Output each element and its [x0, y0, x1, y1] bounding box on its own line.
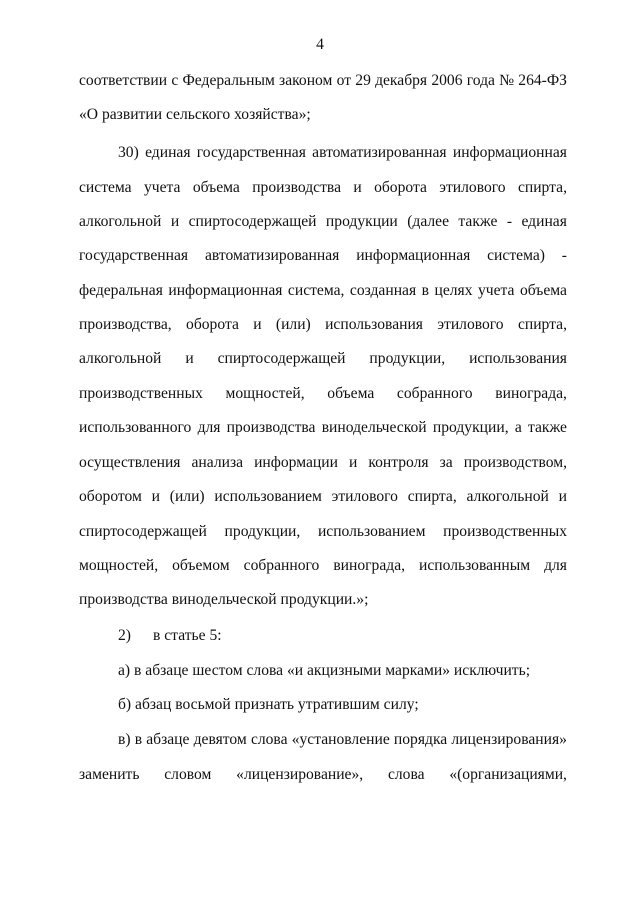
word: продукции [325, 213, 398, 230]
word: использования [325, 316, 423, 333]
word: абзаце [146, 731, 190, 748]
text-line [79, 211, 567, 233]
text-line [79, 486, 567, 508]
word: система) [487, 247, 545, 264]
word: «лицензирование», [236, 766, 364, 783]
word: и [151, 488, 161, 505]
word: «(организациями, [449, 766, 567, 783]
word: спиртосодержащей [79, 523, 207, 540]
text-line [79, 177, 567, 199]
word: порядка [393, 731, 448, 748]
word: информационная [168, 282, 283, 299]
paragraph-30-first-line [118, 142, 567, 164]
text-line: производства винодельческой продукции.»; [79, 591, 369, 608]
text-line [79, 764, 567, 786]
text-line [79, 245, 567, 267]
word: алкогольной [466, 488, 549, 505]
word: винограда, [333, 557, 406, 574]
word: оборотом [79, 488, 142, 505]
page-number: 4 [316, 36, 324, 53]
word: также [527, 419, 567, 436]
word: 30) [118, 144, 139, 161]
word: девятом [193, 731, 247, 748]
word: производства [252, 179, 341, 196]
subitem-c-first-line [118, 729, 567, 751]
word: единая [521, 213, 567, 230]
word: федеральная [79, 282, 163, 299]
item-number: 2) [118, 627, 131, 644]
word: спирта, [517, 316, 567, 333]
word: использованием [317, 523, 426, 540]
word: информационная [356, 247, 471, 264]
word: производством, [463, 454, 567, 471]
word: осуществления [79, 454, 181, 471]
word: в [421, 282, 429, 299]
word: система, [287, 282, 345, 299]
word: соответствии [79, 72, 168, 89]
word: Федеральным [182, 72, 275, 89]
word: использованным [419, 557, 531, 574]
word: - [506, 213, 513, 230]
word: государственная [196, 144, 306, 161]
word: от [336, 72, 352, 89]
word: алкогольной [79, 213, 162, 230]
text-line [79, 383, 567, 405]
word: контроля [368, 454, 429, 471]
word: собранного [396, 385, 473, 402]
word: спиртосодержащей [217, 350, 346, 367]
word: 264-ФЗ [518, 72, 567, 89]
word: этилового [331, 488, 398, 505]
word: (или) [169, 488, 205, 505]
word: винограда, [495, 385, 567, 402]
text-line [79, 314, 567, 336]
word: учета [477, 282, 515, 299]
word: 2006 [431, 72, 463, 89]
word: использованного [79, 419, 192, 436]
text-line [79, 555, 567, 577]
word: за [439, 454, 453, 471]
word: и [558, 488, 567, 505]
word: «установление [291, 731, 390, 748]
word: продукции, [432, 419, 509, 436]
word: этилового [439, 179, 506, 196]
word: и [348, 454, 358, 471]
word: и [170, 213, 180, 230]
word: производства, [79, 316, 172, 333]
word: алкогольной [79, 350, 162, 367]
text-line [79, 452, 567, 474]
word: в) [118, 731, 131, 748]
word: использованием [214, 488, 322, 505]
word: мощностей, [225, 385, 305, 402]
item-text: в статье 5: [153, 627, 222, 644]
word: оборота [374, 179, 427, 196]
word: для [197, 419, 221, 436]
word: государственная [79, 247, 189, 264]
word: - [561, 247, 567, 264]
word: производственных [443, 523, 567, 540]
word: система [79, 179, 132, 196]
word: и [185, 350, 194, 367]
word: единая [145, 144, 191, 161]
word: анализа [191, 454, 244, 471]
word: этилового [437, 316, 504, 333]
word: продукции, [369, 350, 446, 367]
word: спиртосодержащей [188, 213, 317, 230]
word: декабря [375, 72, 428, 89]
word: лицензирования» [451, 731, 567, 748]
word: и [353, 179, 362, 196]
text-line [79, 417, 567, 439]
word: года [466, 72, 495, 89]
word: спирта, [407, 488, 457, 505]
word: автоматизированная [204, 247, 340, 264]
text-line [79, 70, 567, 92]
word: словом [164, 766, 212, 783]
word: заменить [79, 766, 140, 783]
word: 29 [355, 72, 371, 89]
word: производственных [79, 385, 203, 402]
subitem-b: б) абзац восьмой признать утратившим силу; [118, 696, 419, 713]
word: слова [387, 766, 425, 783]
text-line [79, 348, 567, 370]
text-line [79, 521, 567, 543]
word: производства [226, 419, 316, 436]
word: спирта, [517, 179, 567, 196]
word: объемом [172, 557, 230, 574]
word: также [458, 213, 498, 230]
word: № [499, 72, 515, 89]
word: оборота [186, 316, 239, 333]
word: собранного [243, 557, 320, 574]
subitem-a: а) в абзаце шестом слова «и акцизными марками» исключить; [118, 662, 531, 679]
word: и [253, 316, 262, 333]
word: целях [434, 282, 473, 299]
word: автоматизированная [312, 144, 447, 161]
word: в [134, 731, 143, 748]
word: законом [279, 72, 333, 89]
text-line: «О развитии сельского хозяйства»; [79, 106, 311, 123]
word: объема [192, 179, 240, 196]
word: мощностей, [79, 557, 159, 574]
item-2-line [118, 625, 567, 647]
word: информационная [452, 144, 567, 161]
word: (или) [275, 316, 311, 333]
word: (далее [407, 213, 449, 230]
word: объема [327, 385, 375, 402]
word: учета [143, 179, 181, 196]
word: для [544, 557, 567, 574]
word: с [171, 72, 179, 89]
word: использования [469, 350, 567, 367]
word: объема [519, 282, 567, 299]
word: созданная [349, 282, 417, 299]
word: информации [254, 454, 338, 471]
word: винодельческой [321, 419, 427, 436]
word: продукции, [224, 523, 301, 540]
word: а [514, 419, 522, 436]
text-line [79, 280, 567, 302]
word: слова [250, 731, 288, 748]
